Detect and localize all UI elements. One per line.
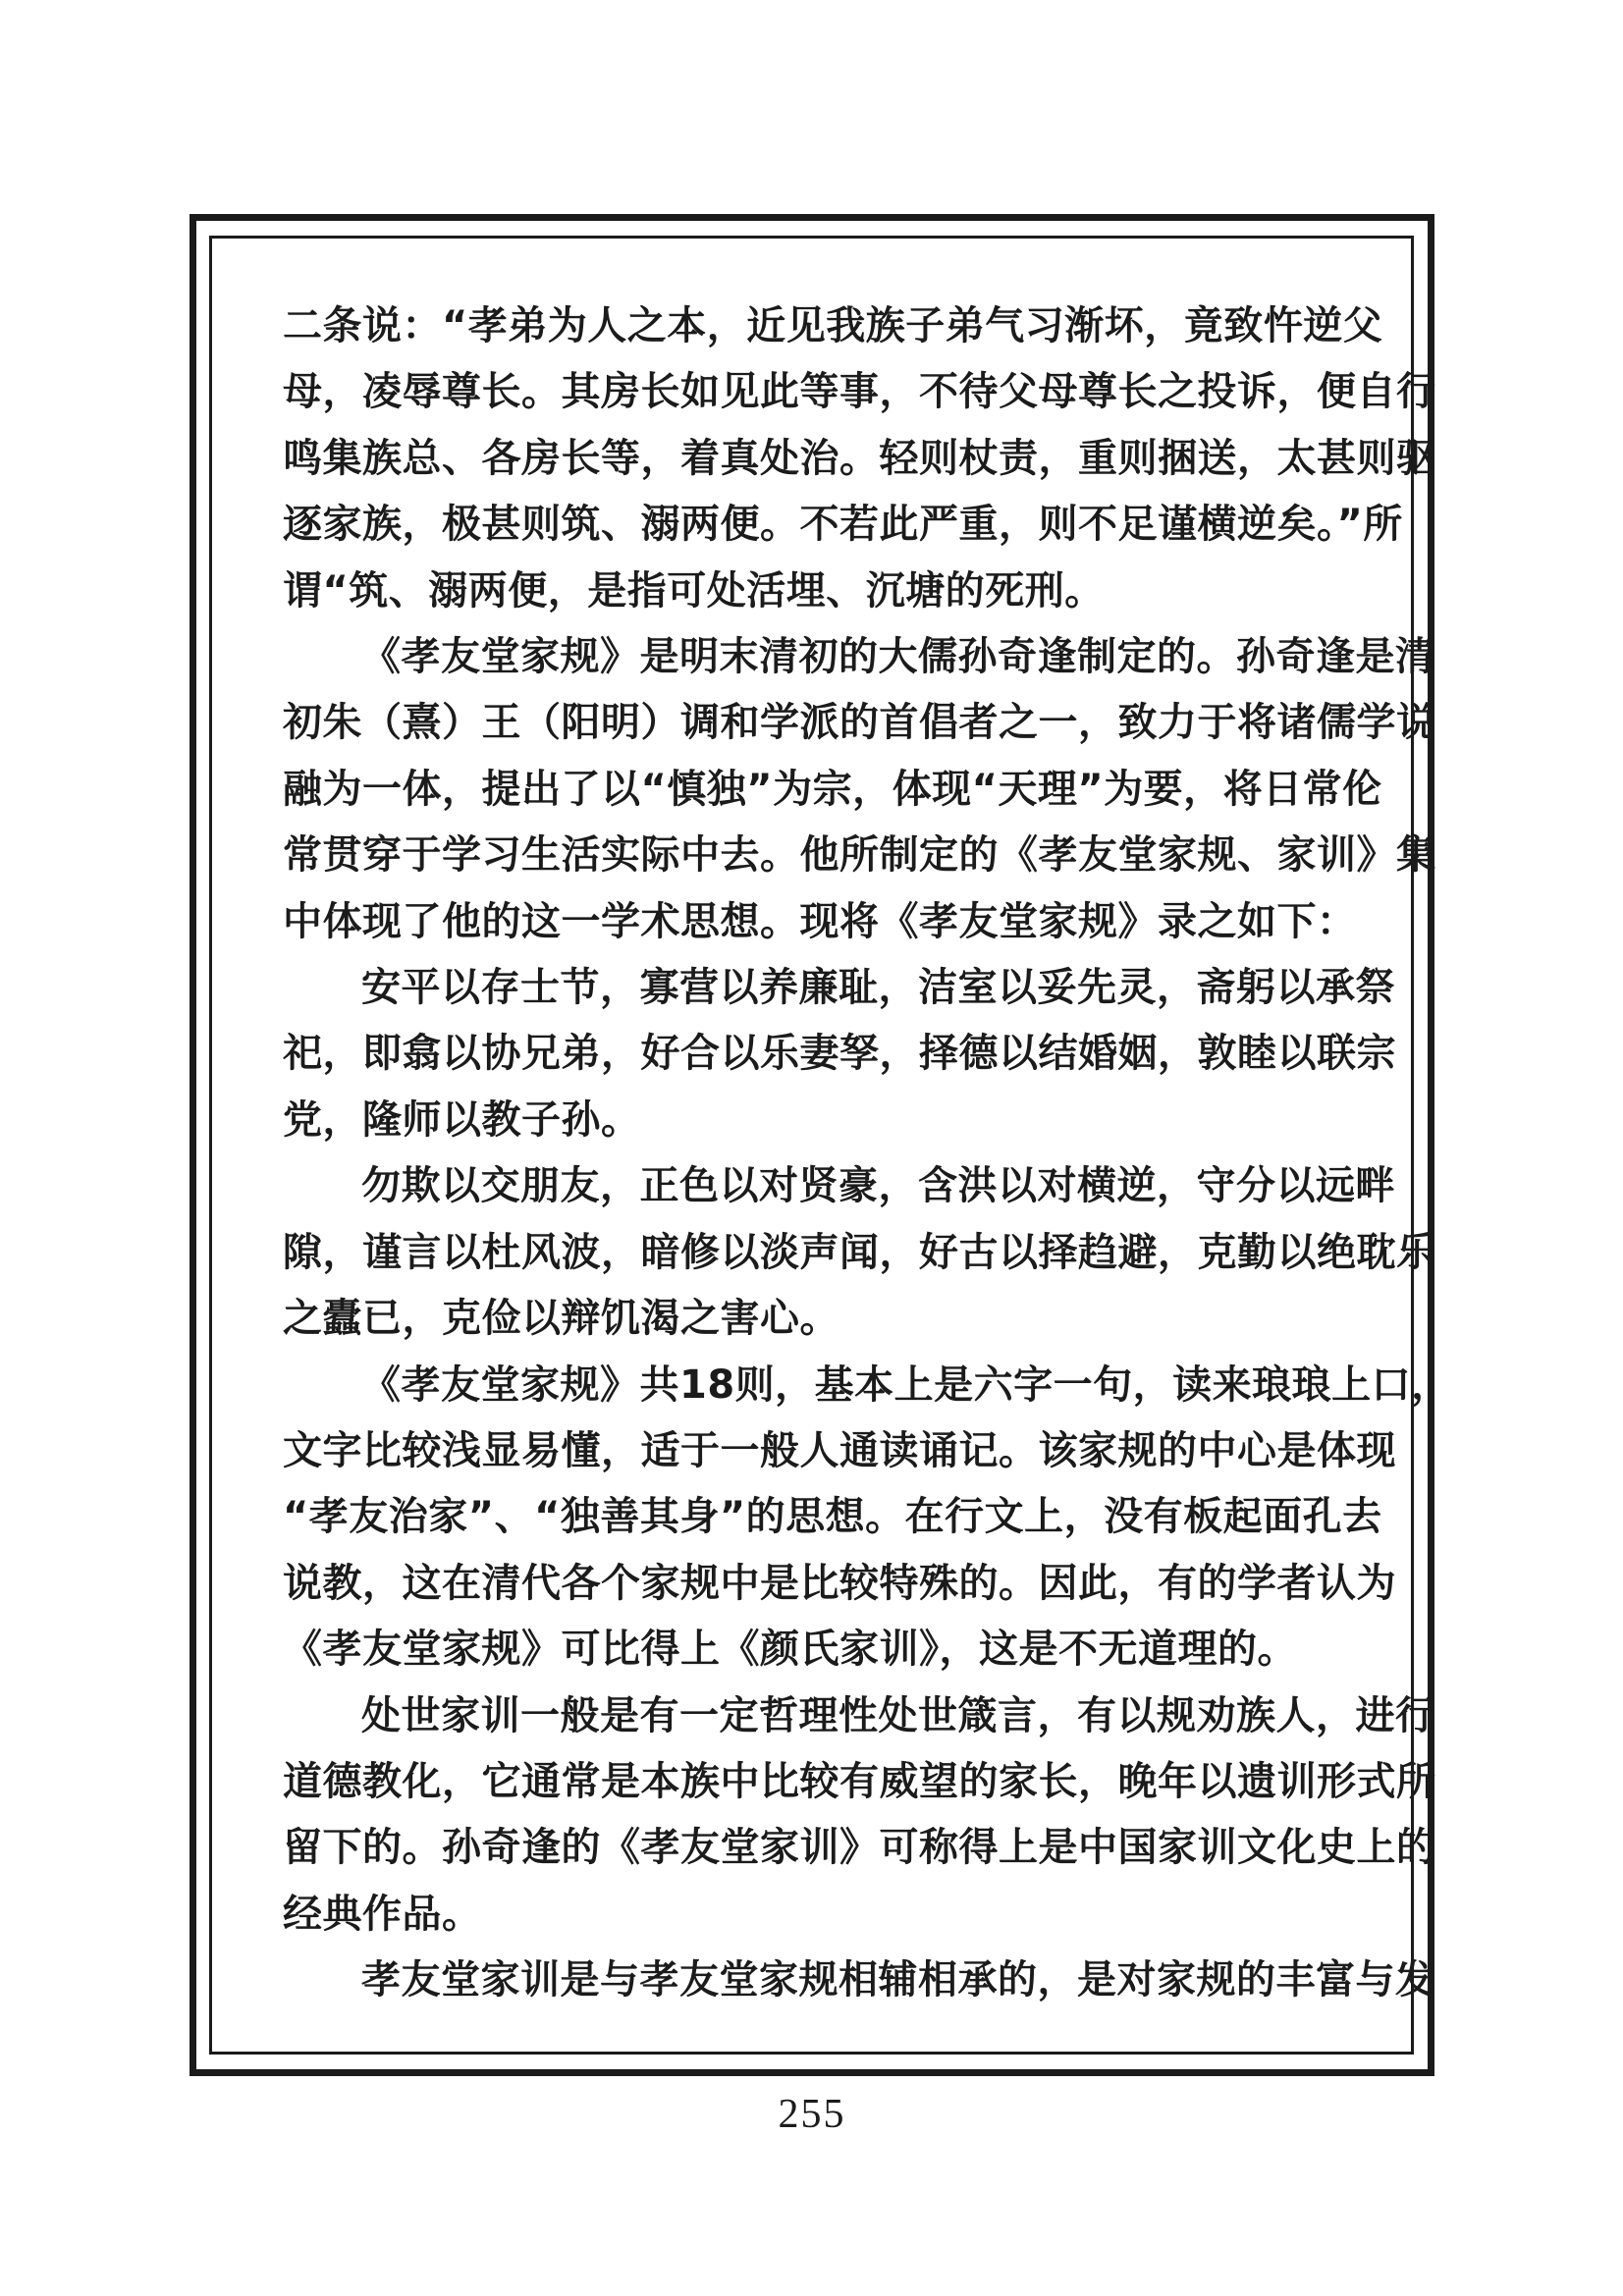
text-line: 经典作品。: [283, 1891, 482, 1937]
text-line: 《孝友堂家规》可比得上《颜氏家训》，这是不无道理的。: [283, 1627, 1297, 1673]
text-line: 鸣集族总、各房长等，着真处治。轻则杖责，重则捆送，太甚则驱: [283, 435, 1436, 481]
text-line: 文字比较浅显易懂，适于一般人通读诵记。该家规的中心是体现: [283, 1427, 1396, 1473]
text-line: 留下的。孙奇逢的《孝友堂家训》可称得上是中国家训文化史上的: [283, 1825, 1436, 1871]
text-line: 之蠹已，克俭以辩饥渴之害心。: [283, 1296, 839, 1342]
text-line: 隙，谨言以杜风波，暗修以淡声闻，好古以择趋避，克勤以绝耽乐: [283, 1229, 1436, 1275]
text-line: 《孝友堂家规》是明末清初的大儒孙奇逢制定的。孙奇逢是清: [361, 634, 1435, 680]
text-line: 祀，即翕以协兄弟，好合以乐妻孥，择德以结婚姻，敦睦以联宗: [283, 1031, 1396, 1077]
text-line: 处世家训一般是有一定哲理性处世箴言，有以规劝族人，进行: [361, 1692, 1435, 1738]
text-line: 二条说：“孝弟为人之本，近见我族子弟气习渐坏，竟致忤逆父: [283, 303, 1383, 348]
text-line: 谓“筑、溺两便，是指可处活埋、沉塘的死刑。: [283, 567, 1105, 614]
page-number: 255: [778, 2092, 846, 2137]
text-line: “孝友治家”、“独善其身”的思想。在行文上，没有板起面孔去: [283, 1494, 1382, 1540]
body-text-block: [283, 294, 1451, 2014]
text-line: 初朱（熹）王（阳明）调和学派的首倡者之一，致力于将诸儒学说: [283, 700, 1436, 746]
text-line: 融为一体，提出了以“慎独”为宗，体现“天理”为要，将日常伦: [283, 766, 1382, 812]
text-line: 常贯穿于学习生活实际中去。他所制定的《孝友堂家规、家训》集: [283, 832, 1436, 879]
text-line: 勿欺以交朋友，正色以对贤豪，含洪以对横逆，守分以远畔: [361, 1163, 1395, 1209]
text-line: 安平以存士节，寡营以养廉耻，洁室以妥先灵，斋躬以承祭: [361, 965, 1395, 1011]
text-line: 母，凌辱尊长。其房长如见此等事，不待父母尊长之投诉，便自行: [283, 369, 1436, 415]
text-line: 道德教化，它通常是本族中比较有威望的家长，晚年以遗训形式所: [283, 1758, 1436, 1804]
text-line: 孝友堂家训是与孝友堂家规相辅相承的，是对家规的丰富与发: [361, 1957, 1435, 2003]
text-line: 中体现了他的这一学术思想。现将《孝友堂家规》录之如下：: [283, 898, 1357, 944]
text-line: 逐家族，极甚则筑、溺两便。不若此严重，则不足谨横逆矣。”所: [283, 502, 1403, 548]
text-line: 说教，这在清代各个家规中是比较特殊的。因此，有的学者认为: [283, 1560, 1396, 1606]
text-line: 《孝友堂家规》共18则，基本上是六字一句，读来琅琅上口，: [361, 1362, 1451, 1408]
text-line: 党，隆师以教子孙。: [283, 1096, 641, 1143]
